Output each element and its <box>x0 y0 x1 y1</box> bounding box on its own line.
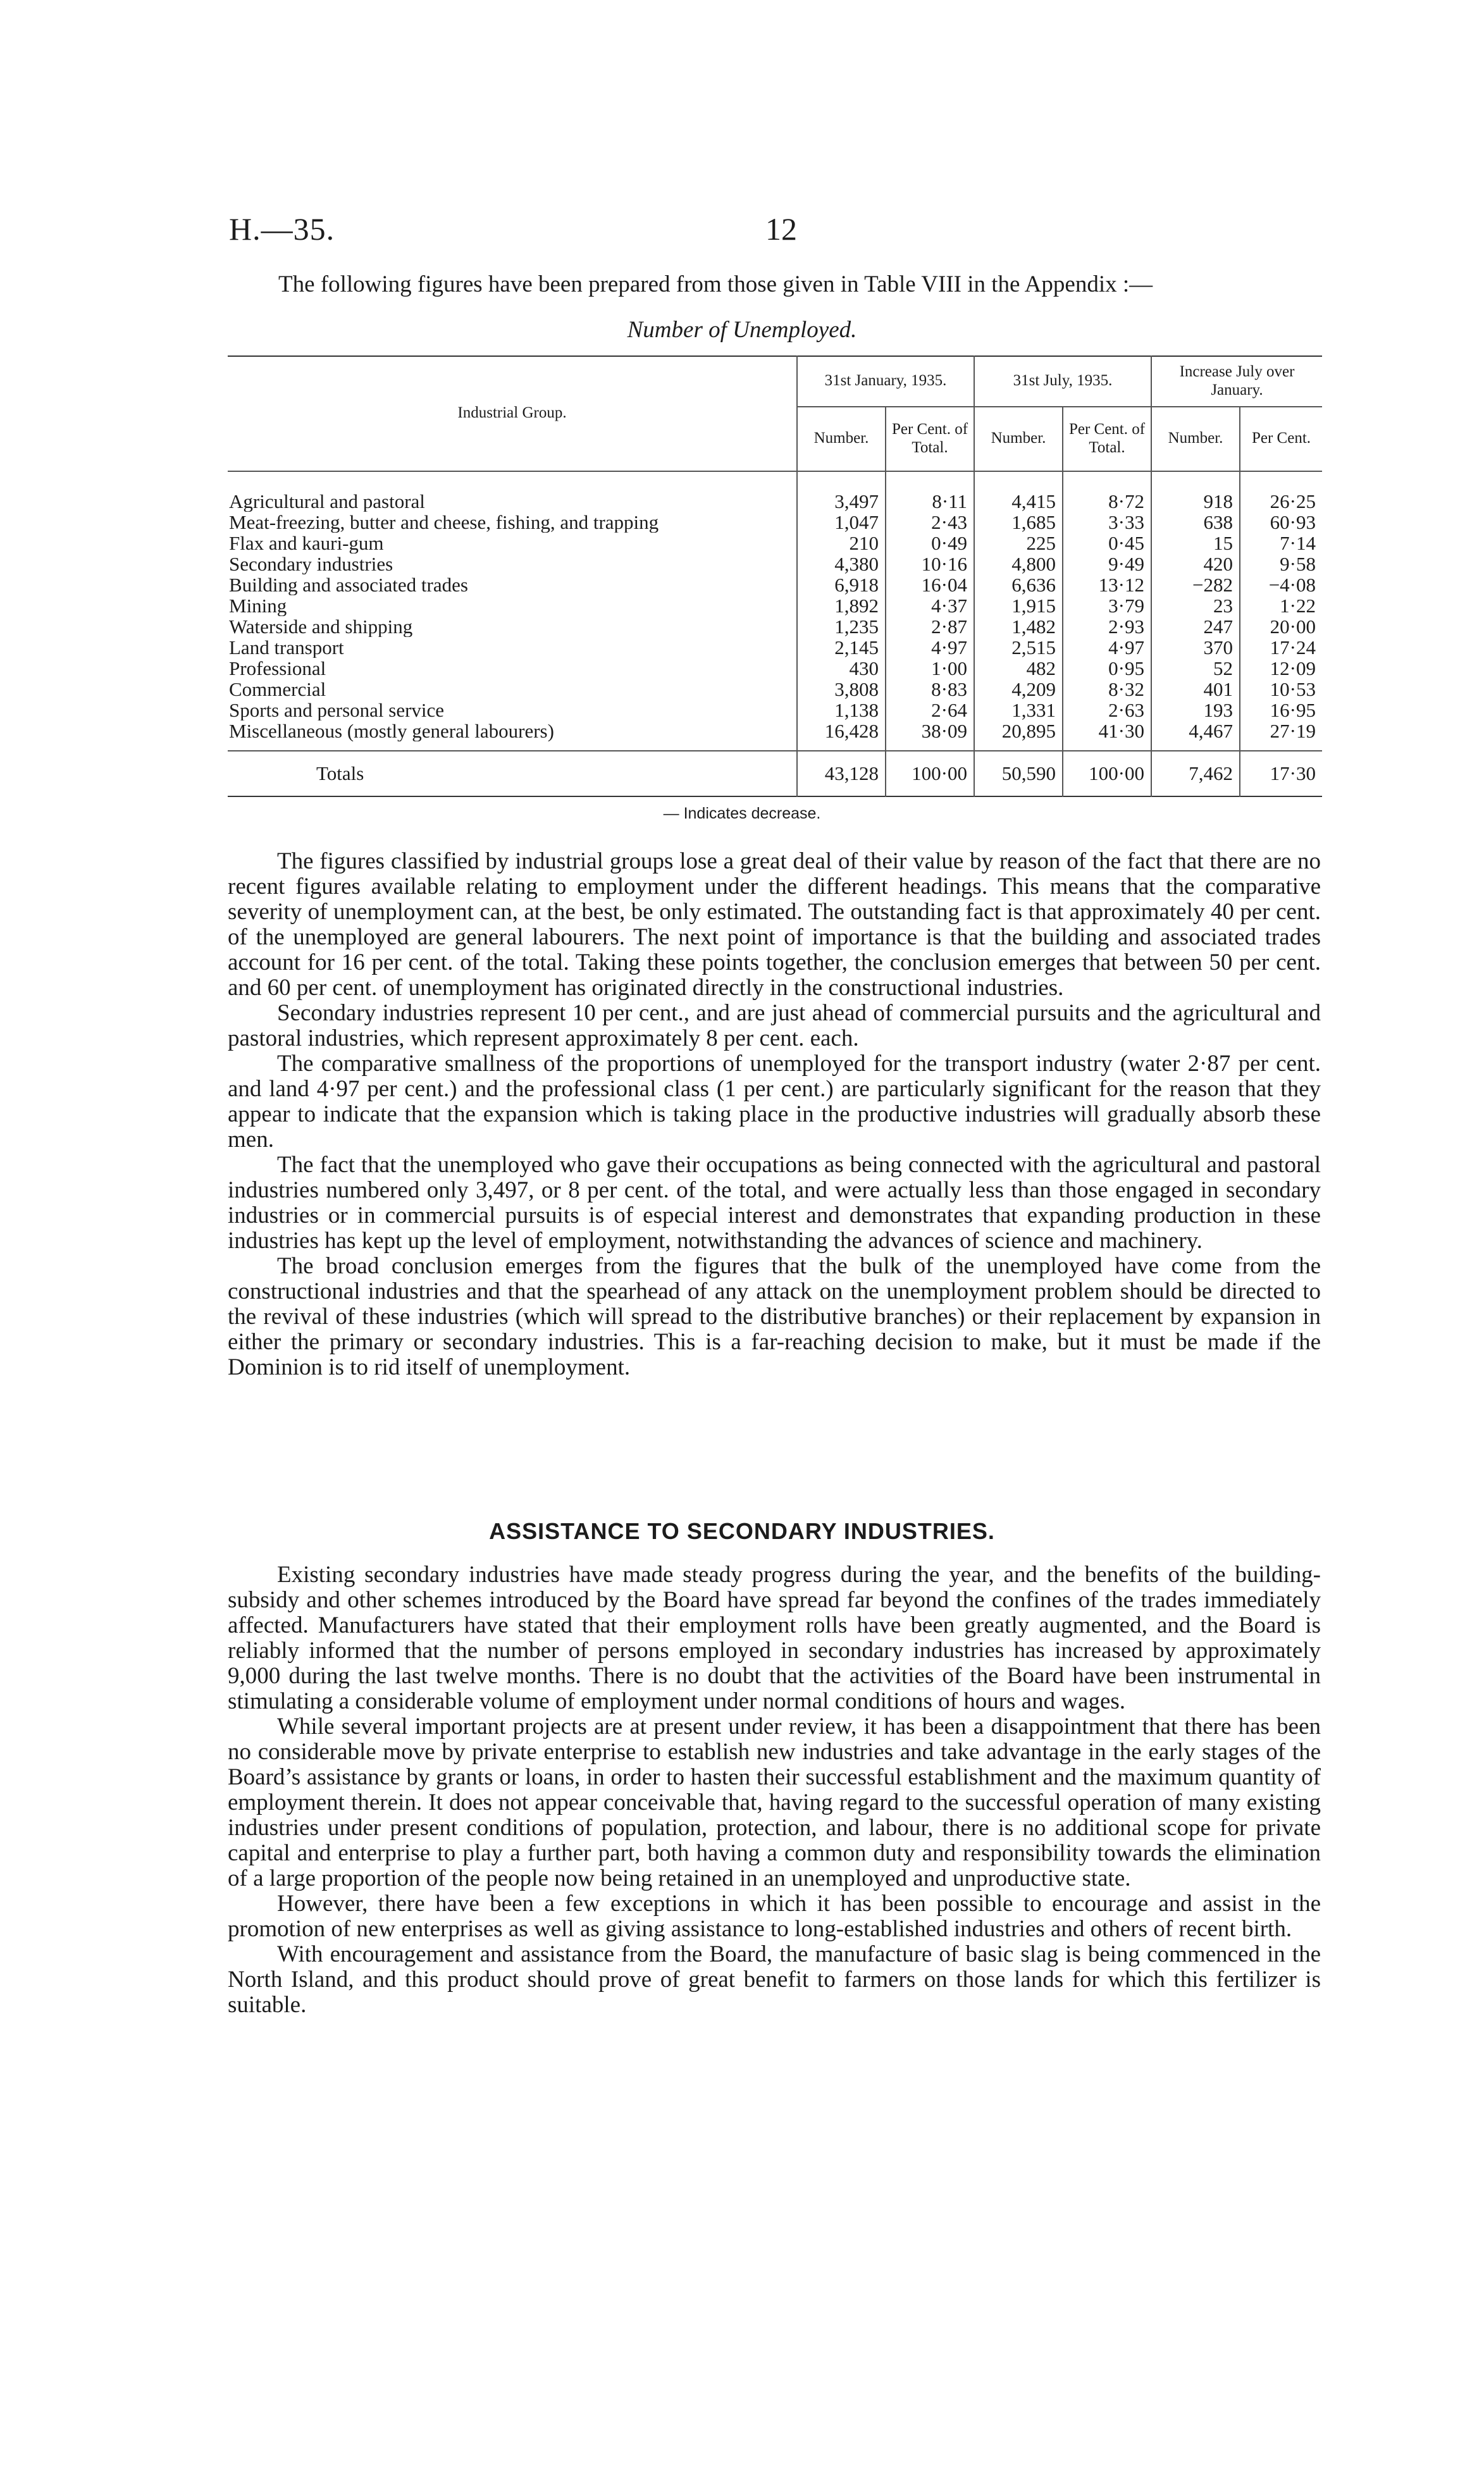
cell-increase-percent: 60·93 <box>1240 512 1322 533</box>
table-row <box>228 700 1322 720</box>
cell-jan-number: 430 <box>797 658 886 679</box>
cell-increase-number: 420 <box>1151 553 1240 574</box>
cell-jan-number: 210 <box>797 533 886 553</box>
cell-increase-number: 918 <box>1151 491 1240 512</box>
cell-jul-number: 1,331 <box>974 700 1063 720</box>
cell-jan-percent: 16·04 <box>886 574 974 595</box>
table-row <box>228 658 1322 679</box>
cell-increase-percent: 26·25 <box>1240 491 1322 512</box>
header-industrial-group: Industrial Group. <box>228 356 797 471</box>
cell-increase-number: 638 <box>1151 512 1240 533</box>
paragraph: Secondary industries represent 10 per cent., and are just ahead of commercial pursuits and the agricultural and pastoral industries, which represent approximately 8 per cent. each. <box>228 1000 1321 1051</box>
paragraph: The comparative smallness of the proportions of unemployed for the transport industry (water 2·87 per cent. and land 4·97 per cent.) and the professional class (1 per cent.) are particularly significant for the reason that they appear to indicate that the expansion which is taking place in the productive industries will gradually absorb these men. <box>228 1051 1321 1153</box>
totals-label: Totals <box>228 751 797 796</box>
header-jul-percent: Per Cent. of Total. <box>1063 407 1151 471</box>
row-group-label: Miscellaneous (mostly general labourers) <box>229 720 554 741</box>
cell-jan-percent: 0·49 <box>886 533 974 553</box>
cell-jul-number: 1,685 <box>974 512 1063 533</box>
unemployment-table <box>228 355 1322 797</box>
cell-jul-percent: 13·12 <box>1063 574 1151 595</box>
cell-jan-percent: 8·83 <box>886 679 974 700</box>
cell-jul-number: 2,515 <box>974 637 1063 658</box>
cell-increase-number: 23 <box>1151 595 1240 616</box>
intro-sentence: The following figures have been prepared from those given in Table VIII in the Appendix :— <box>278 271 1153 297</box>
cell-jul-percent: 8·32 <box>1063 679 1151 700</box>
table-row <box>228 491 1322 512</box>
row-group-label: Professional <box>229 657 326 679</box>
cell-increase-percent: 9·58 <box>1240 553 1322 574</box>
cell-jan-percent: 2·43 <box>886 512 974 533</box>
paragraph: While several important projects are at present under review, it has been a disappointment that there has been no considerable move by private enterprise to establish new industries and take advantage in the early stages of the Board’s assistance by grants or loans, in order to hasten their successful establishment and the maximum quantity of employment therein. It does not appear conceivable that, having regard to the successful operation of many existing industries under present conditions of population, protection, and labour, there is no additional scope for private capital and enterprise to play a further part, both having a common duty and responsibility towards the elimination of a large proportion of the people now being retained in an unemployed and unproductive state. <box>228 1714 1321 1891</box>
total-jan-percent: 100·00 <box>886 751 974 796</box>
table-caption: Number of Unemployed. <box>627 317 857 343</box>
cell-increase-number: 193 <box>1151 700 1240 720</box>
cell-jan-number: 16,428 <box>797 720 886 741</box>
page-number: 12 <box>765 211 797 247</box>
cell-jan-number: 4,380 <box>797 553 886 574</box>
cell-jul-number: 225 <box>974 533 1063 553</box>
cell-jul-number: 4,800 <box>974 553 1063 574</box>
cell-jul-number: 1,482 <box>974 616 1063 637</box>
cell-jul-number: 4,209 <box>974 679 1063 700</box>
cell-increase-percent: 7·14 <box>1240 533 1322 553</box>
row-group-label: Mining <box>229 595 287 616</box>
assistance-section <box>228 1562 1321 2018</box>
cell-increase-percent: 16·95 <box>1240 700 1322 720</box>
total-increase-number: 7,462 <box>1151 751 1240 796</box>
totals-row <box>228 751 1322 796</box>
cell-increase-percent: 17·24 <box>1240 637 1322 658</box>
header-jul-number: Number. <box>974 407 1063 471</box>
cell-increase-percent: 12·09 <box>1240 658 1322 679</box>
cell-jul-percent: 3·33 <box>1063 512 1151 533</box>
paragraph: The broad conclusion emerges from the figures that the bulk of the unemployed have come from the constructional industries and that the spearhead of any attack on the unemployment problem should be directed to the revival of these industries (which will spread to the distributive branches) or their replacement by expansion in either the primary or secondary industries. This is a far-reaching decision to make, but it must be made if the Dominion is to rid itself of unemployment. <box>228 1253 1321 1380</box>
cell-increase-number: 401 <box>1151 679 1240 700</box>
table-note: — Indicates decrease. <box>663 805 821 822</box>
cell-jul-percent: 0·45 <box>1063 533 1151 553</box>
row-group-label: Land transport <box>229 636 344 658</box>
cell-jul-percent: 41·30 <box>1063 720 1151 741</box>
total-jul-percent: 100·00 <box>1063 751 1151 796</box>
cell-increase-number: 247 <box>1151 616 1240 637</box>
cell-increase-number: 15 <box>1151 533 1240 553</box>
cell-jul-percent: 8·72 <box>1063 491 1151 512</box>
cell-jan-number: 6,918 <box>797 574 886 595</box>
table-row <box>228 616 1322 637</box>
header-increase: Increase July over January. <box>1151 356 1322 407</box>
row-group-label: Building and associated trades <box>229 574 468 595</box>
cell-jul-percent: 2·93 <box>1063 616 1151 637</box>
table-row <box>228 553 1322 574</box>
table-row <box>228 595 1322 616</box>
cell-jul-number: 20,895 <box>974 720 1063 741</box>
cell-jan-number: 2,145 <box>797 637 886 658</box>
cell-jan-percent: 38·09 <box>886 720 974 741</box>
row-group-label: Flax and kauri-gum <box>229 532 384 553</box>
row-group-label: Sports and personal service <box>229 699 445 720</box>
cell-jul-number: 4,415 <box>974 491 1063 512</box>
row-group-label: Agricultural and pastoral <box>229 490 425 512</box>
table-row <box>228 637 1322 658</box>
paragraph: However, there have been a few exceptions in which it has been possible to encourage and assist in the promotion of new enterprises as well as giving assistance to long-established industries and others of recent birth. <box>228 1891 1321 1942</box>
cell-jan-number: 3,808 <box>797 679 886 700</box>
header-jan-1935: 31st January, 1935. <box>797 356 974 407</box>
cell-jan-percent: 2·87 <box>886 616 974 637</box>
header-inc-number: Number. <box>1151 407 1240 471</box>
total-increase-percent: 17·30 <box>1240 751 1322 796</box>
cell-increase-number: 370 <box>1151 637 1240 658</box>
table-row <box>228 574 1322 595</box>
paragraph: The figures classified by industrial groups lose a great deal of their value by reason of the fact that there are no recent figures available relating to employment under the different headings. This means that the comparative severity of unemployment can, at the best, be only estimated. The outstanding fact is that approximately 40 per cent. of the unemployed are general labourers. The next point of importance is that the building and associated trades account for 16 per cent. of the total. Taking these points together, the conclusion emerges that between 50 per cent. and 60 per cent. of unemployment has originated directly in the constructional industries. <box>228 848 1321 1001</box>
cell-jul-number: 1,915 <box>974 595 1063 616</box>
cell-jan-percent: 2·64 <box>886 700 974 720</box>
cell-jul-number: 6,636 <box>974 574 1063 595</box>
row-group-label: Commercial <box>229 678 326 700</box>
cell-increase-percent: 10·53 <box>1240 679 1322 700</box>
table-row <box>228 679 1322 700</box>
row-group-label: Waterside and shipping <box>229 615 413 637</box>
cell-increase-number: 4,467 <box>1151 720 1240 741</box>
page-reference: H.—35. <box>229 211 335 247</box>
table-row <box>228 720 1322 741</box>
total-jan-number: 43,128 <box>797 751 886 796</box>
total-jul-number: 50,590 <box>974 751 1063 796</box>
paragraph: The fact that the unemployed who gave their occupations as being connected with the agricultural and pastoral industries numbered only 3,497, or 8 per cent. of the total, and were actually less than those engaged in secondary industries or in commercial pursuits is of especial interest and demonstrates that expanding production in these industries has kept up the level of employment, notwithstanding the advances of science and machinery. <box>228 1152 1321 1254</box>
cell-increase-percent: 1·22 <box>1240 595 1322 616</box>
table-row <box>228 512 1322 533</box>
cell-increase-number: 52 <box>1151 658 1240 679</box>
header-jan-percent: Per Cent. of Total. <box>886 407 974 471</box>
commentary-section <box>228 849 1321 1380</box>
cell-increase-percent: 27·19 <box>1240 720 1322 741</box>
cell-jul-percent: 4·97 <box>1063 637 1151 658</box>
header-inc-percent: Per Cent. <box>1240 407 1322 471</box>
header-jan-number: Number. <box>797 407 886 471</box>
cell-jul-percent: 9·49 <box>1063 553 1151 574</box>
cell-jan-percent: 10·16 <box>886 553 974 574</box>
section-heading: ASSISTANCE TO SECONDARY INDUSTRIES. <box>489 1518 995 1544</box>
cell-jul-percent: 3·79 <box>1063 595 1151 616</box>
cell-jan-number: 1,047 <box>797 512 886 533</box>
header-jul-1935: 31st July, 1935. <box>974 356 1151 407</box>
cell-increase-percent: −4·08 <box>1240 574 1322 595</box>
cell-jan-number: 1,235 <box>797 616 886 637</box>
cell-jan-percent: 1·00 <box>886 658 974 679</box>
table-spacer <box>228 471 1322 491</box>
paragraph: With encouragement and assistance from the Board, the manufacture of basic slag is being commenced in the North Island, and this product should prove of great benefit to farmers on those lands for which this fertilizer is suitable. <box>228 1941 1321 2018</box>
cell-jan-percent: 8·11 <box>886 491 974 512</box>
cell-jan-number: 3,497 <box>797 491 886 512</box>
table-spacer <box>228 741 1322 751</box>
cell-increase-number: −282 <box>1151 574 1240 595</box>
table-row <box>228 533 1322 553</box>
cell-jul-percent: 2·63 <box>1063 700 1151 720</box>
row-group-label: Meat-freezing, butter and cheese, fishing, and trapping <box>229 511 659 533</box>
cell-jan-percent: 4·37 <box>886 595 974 616</box>
table-body <box>228 471 1322 796</box>
cell-jan-number: 1,138 <box>797 700 886 720</box>
cell-jul-percent: 0·95 <box>1063 658 1151 679</box>
cell-jan-number: 1,892 <box>797 595 886 616</box>
cell-increase-percent: 20·00 <box>1240 616 1322 637</box>
row-group-label: Secondary industries <box>229 553 393 574</box>
paragraph: Existing secondary industries have made steady progress during the year, and the benefits of the building-subsidy and other schemes introduced by the Board have spread far beyond the confines of the trades immediately affected. Manufacturers have stated that their employment rolls have been greatly augmented, and the Board is reliably informed that the number of persons employed in secondary industries has increased by approximately 9,000 during the last twelve months. There is no doubt that the activities of the Board have been instrumental in stimulating a considerable volume of employment under normal conditions of hours and wages. <box>228 1562 1321 1714</box>
cell-jan-percent: 4·97 <box>886 637 974 658</box>
cell-jul-number: 482 <box>974 658 1063 679</box>
